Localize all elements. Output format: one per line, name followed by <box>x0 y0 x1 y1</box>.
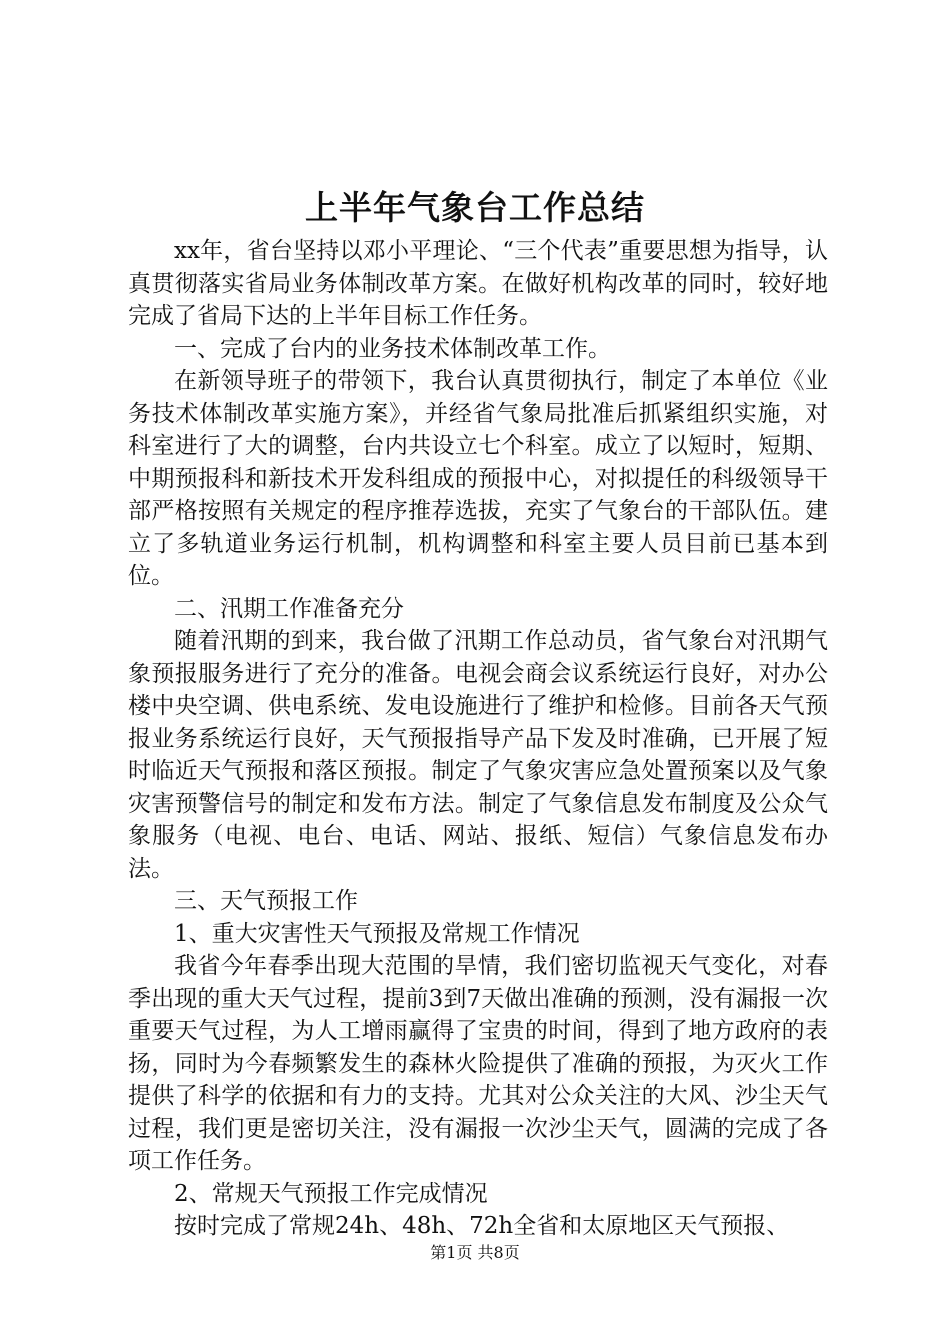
section-heading-2: 二、汛期工作准备充分 <box>174 595 404 622</box>
section-heading-1: 一、完成了台内的业务技术体制改革工作。 <box>174 335 611 362</box>
paragraph-intro: xx年，省台坚持以邓小平理论、“三个代表”重要思想为指导，认真贯彻落实省局业务体制改革方案。在做好机构改革的同时，较好地完成了省局下达的上半年目标工作任务。 <box>128 238 828 329</box>
paragraph-disaster-forecast: 我省今年春季出现大范围的旱情，我们密切监视天气变化，对春季出现的重大天气过程，提前3到7天做出准确的预测，没有漏报一次重要天气过程，为人工增雨赢得了宝贵的时间，得到了地方政府的表扬，同时为今春频繁发生的森林火险提供了准确的预报，为灭火工作提供了科学的依据和有力的支持。尤其对公众关注的大风、沙尘天气过程，我们更是密切关注，没有漏报一次沙尘天气，圆满的完成了各项工作任务。 <box>128 953 828 1174</box>
page-footer: 第1页 共8页 <box>430 1243 520 1262</box>
document-title: 上半年气象台工作总结 <box>305 188 645 227</box>
subsection-heading-3-1: 1、重大灾害性天气预报及常规工作情况 <box>174 920 580 947</box>
document-body <box>128 235 828 1243</box>
paragraph-flood-season: 随着汛期的到来，我台做了汛期工作总动员，省气象台对汛期气象预报服务进行了充分的准备。电视会商会议系统运行良好，对办公楼中央空调、供电系统、发电设施进行了维护和检修。目前各天气预报业务系统运行良好，天气预报指导产品下发及时准确，已开展了短时临近天气预报和落区预报。制定了气象灾害应急处置预案以及气象灾害预警信号的制定和发布方法。制定了气象信息发布制度及公众气象服务（电视、电台、电话、网站、报纸、短信）气象信息发布办法。 <box>128 628 828 882</box>
paragraph-reform: 在新领导班子的带领下，我台认真贯彻执行，制定了本单位《业务技术体制改革实施方案》，并经省气象局批准后抓紧组织实施，对科室进行了大的调整，台内共设立七个科室。成立了以短时，短期、中期预报科和新技术开发科组成的预报中心，对拟提任的科级领导干部严格按照有关规定的程序推荐选拔，充实了气象台的干部队伍。建立了多轨道业务运行机制，机构调整和科室主要人员目前已基本到位。 <box>128 368 828 589</box>
subsection-heading-3-2: 2、常规天气预报工作完成情况 <box>174 1180 488 1207</box>
paragraph-routine-forecast: 按时完成了常规24h、48h、72h全省和太原地区天气预报、 <box>174 1213 790 1239</box>
section-heading-3: 三、天气预报工作 <box>174 888 358 914</box>
